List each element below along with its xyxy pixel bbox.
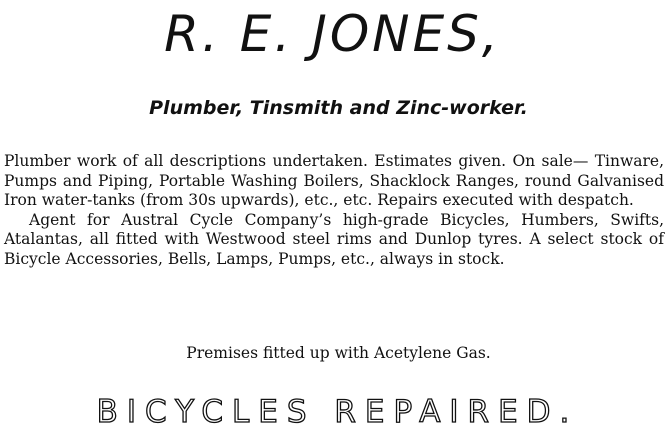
advertiser-name: R. E. JONES, <box>164 5 501 63</box>
trade-description: Plumber, Tinsmith and Zinc-worker. <box>149 97 528 119</box>
services-paragraph: Plumber work of all descriptions undertaken. Estimates given. On sale— Tinware, Pumps and Piping, Portable Washing Boilers, Shacklock Ranges, round Galvanised Iron water-tanks (from 30s upwards), etc., etc. Repairs executed with despatch. <box>4 152 664 210</box>
bicycles-repaired-banner: BICYCLES REPAIRED. <box>96 394 579 430</box>
advertisement-body <box>4 152 664 270</box>
premises-note: Premises fitted up with Acetylene Gas. <box>186 344 491 362</box>
agency-paragraph: Agent for Austral Cycle Company’s high-grade Bicycles, Humbers, Swifts, Atalantas, all fitted with Westwood steel rims and Dunlop tyres. A select stock of Bicycle Accessories, Bells, Lamps, Pumps, etc., always in stock. <box>4 210 664 268</box>
